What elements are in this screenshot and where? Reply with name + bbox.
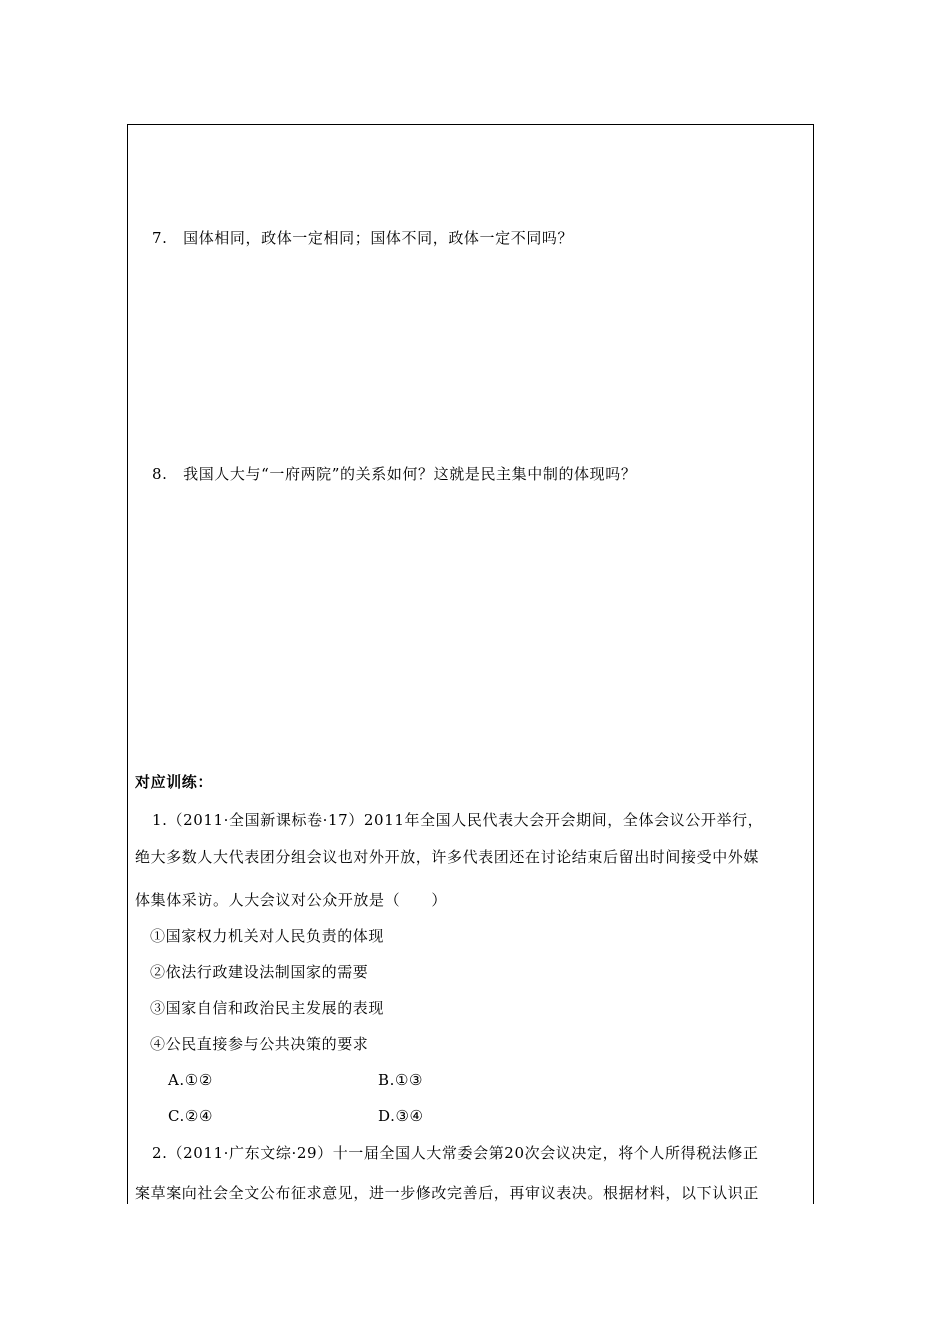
item-2-line-2: 案草案向社会全文公布征求意见，进一步修改完善后，再审议表决。根据材料，以下认识正 <box>135 1184 760 1202</box>
item-1-line-2: 绝大多数人大代表团分组会议也对外开放，许多代表团还在讨论结束后留出时间接受中外媒 <box>135 848 760 866</box>
item-1-option-2: ②依法行政建设法制国家的需要 <box>150 963 369 981</box>
item-1-choice-a: A.①② <box>168 1071 213 1089</box>
question-7: 7. 国体相同，政体一定相同；国体不同，政体一定不同吗？ <box>152 229 574 247</box>
item-1-line-3: 体集体采访。人大会议对公众开放是（ ） <box>135 891 448 909</box>
item-1-choice-d: D.③④ <box>378 1107 424 1125</box>
item-1-choice-b: B.①③ <box>378 1071 424 1089</box>
question-8: 8. 我国人大与“一府两院”的关系如何？这就是民主集中制的体现吗？ <box>152 465 637 483</box>
training-heading: 对应训练： <box>135 773 214 791</box>
item-1-choice-c: C.②④ <box>168 1107 214 1125</box>
item-1-option-3: ③国家自信和政治民主发展的表现 <box>150 999 385 1017</box>
item-1-line-1: 1.（2011·全国新课标卷·17）2011年全国人民代表大会开会期间，全体会议公开举行， <box>152 811 764 829</box>
item-1-option-1: ①国家权力机关对人民负责的体现 <box>150 927 385 945</box>
item-2-line-1: 2.（2011·广东文综·29）十一届全国人大常委会第20次会议决定，将个人所得税法修正 <box>152 1144 759 1162</box>
item-1-option-4: ④公民直接参与公共决策的要求 <box>150 1035 369 1053</box>
